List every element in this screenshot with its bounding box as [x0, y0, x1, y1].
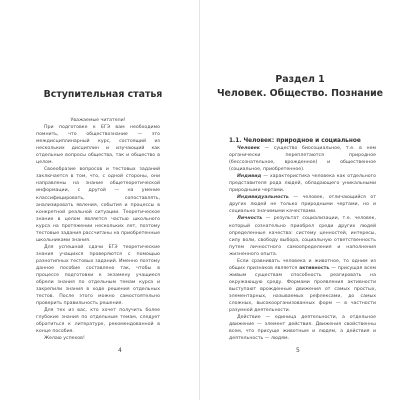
greeting: Уважаемые читатели!	[70, 118, 126, 123]
intro-text	[36, 117, 160, 343]
paragraph: Для тех из вас, кто хочет получить более глубокие знания по отдельным темам, следует обратиться к литературе, рекомендованной в конце пособия.	[36, 308, 160, 335]
paragraph: Желаю успехов!	[44, 336, 85, 342]
section-title: Человек. Общество. Познание	[216, 88, 384, 99]
subsection-title: 1.1. Человек: природное и социальное	[229, 138, 361, 144]
definition-paragraph	[229, 215, 376, 257]
right-page	[200, 0, 400, 400]
paragraph: Своеобразие вопросов и тестовых заданий заключается в том, что, с одной стороны, они направлены на знание общетеоретической информации, с другой — на умение классифицировать, сопоставлять, анализировать явления, события и процессы в конкретной реальной ситуации. Теоретическое знание в целом является частью школьного курса на протяжении нескольких лет, поэтому тестовые задания рассчитаны на приобретенные школьниками знания.	[36, 167, 160, 243]
term: Личность	[237, 216, 263, 222]
emphasis: активность	[299, 265, 330, 271]
text: Действие — единица деятельности, а отдельное движение — элемент действия. Движения свойственны всем, что присуще животным и людям, а действия и деятельность — людям.	[229, 315, 376, 342]
page-title: Вступительная статья	[43, 89, 163, 100]
definition-paragraph	[229, 173, 376, 194]
text: Если сравнивать человека и животное, то одним из общих признаков является	[229, 258, 376, 271]
paragraph	[229, 314, 376, 342]
term: Индивидуальность	[237, 195, 289, 201]
definition: — результат социализации, т.е. человек, который сознательно приобрел среди других людей определенные качества: систему ценностей, интересы, силу воли, свободу выбора, социальную ответственность путем личностного самоопределения и наполнения жизненного опыта.	[229, 216, 376, 257]
section-text	[229, 138, 376, 342]
paragraph: При подготовке к ЕГЭ вам необходимо помнить, что обществознание — это междисциплинарный курс, состоящий из нескольких дисциплин и изучающий как отдельные вопросы общества, так и общество в целом.	[36, 125, 160, 166]
section-number: Раздел 1	[275, 74, 325, 85]
definition-paragraph	[229, 194, 376, 215]
definition-paragraph	[229, 145, 376, 173]
definition: — существо биосоциальное, т.е. в нем органически переплетаются природное (бессознательное, врожденное) и общественное (социальное, приобретенное).	[229, 146, 376, 173]
term: Индивид	[237, 174, 262, 180]
paragraph	[229, 258, 376, 314]
paragraph: Для успешной сдачи ЕГЭ теоретические знания учащихся проверяются с помощью разнотипных тестовых заданий. Именно поэтому данное пособие составлено так, чтобы в процессе подготовки к экзамену учащиеся обрели знания по отдельным темам курса и закрепили знания в ходе решения отдельных тестов. После этого можно самостоятельно проверить правильность решения.	[36, 244, 160, 307]
definition: — человек, отличающийся от других людей не только природными чертами, но и социально значимыми качествами.	[229, 195, 376, 215]
text: — присущая всем живым существам способность реагировать на окружающую среду. Формами проявления активности выступают врожденные движения от самых простых, элементарных, называемых рефлексами, до самых сложных, высокоорганизованных форм — в частности разумной деятельности.	[229, 265, 376, 314]
term: Человек	[237, 146, 260, 151]
page-number: 5	[296, 347, 300, 354]
definition: — характеристика человека как отдельного представителя рода людей, обладающего уникальными природными чертами.	[229, 174, 376, 194]
page-number: 4	[118, 347, 122, 354]
